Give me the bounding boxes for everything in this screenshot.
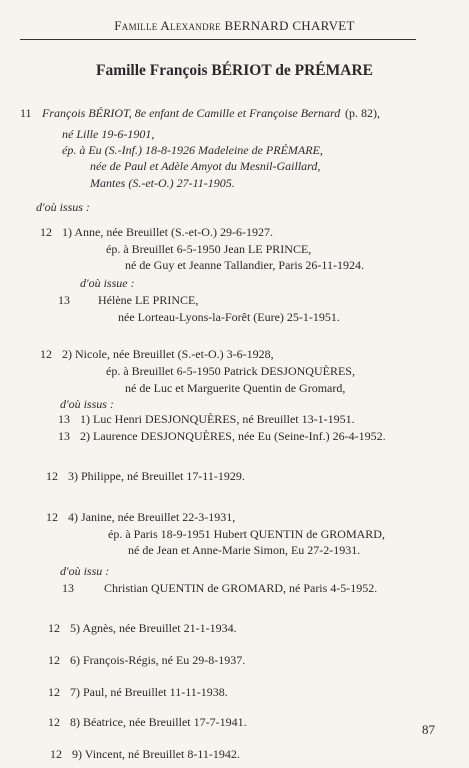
main-entry-generation: 11 xyxy=(20,106,32,120)
grandchild-line: Christian QUENTIN de GROMARD, né Paris 4-5-1952. xyxy=(104,581,378,595)
child-line: 2) Nicole, née Breuillet (S.-et-O.) 3-6-1928, xyxy=(62,347,274,361)
child-generation: 12 xyxy=(40,225,52,239)
header-rule xyxy=(20,39,416,40)
child-issue-label: d'où issu : xyxy=(60,564,110,578)
child-generation: 12 xyxy=(48,715,60,729)
child-line: 8) Béatrice, née Breuillet 17-7-1941. xyxy=(70,715,247,729)
child-marriage: ép. à Paris 18-9-1951 Hubert QUENTIN de GROMARD, xyxy=(108,527,385,541)
grandchild-line: 1) Luc Henri DESJONQUÈRES, né Breuillet 13-1-1951. xyxy=(80,412,355,426)
child-spouse-origin: né de Luc et Marguerite Quentin de Gromard, xyxy=(125,381,346,395)
child-spouse-origin: né de Jean et Anne-Marie Simon, Eu 27-2-1931. xyxy=(128,543,361,557)
child-spouse-origin: né de Guy et Jeanne Tallandier, Paris 26-11-1924. xyxy=(125,258,364,272)
header-prefix: Famille Alexandre xyxy=(114,18,221,33)
child-generation: 12 xyxy=(48,653,60,667)
child-generation: 12 xyxy=(48,685,60,699)
grandchild-line: Hélène LE PRINCE, xyxy=(98,293,199,307)
child-issue-label: d'où issue : xyxy=(80,276,135,290)
child-generation: 12 xyxy=(40,347,52,361)
grandchild-line2: née Lorteau-Lyons-la-Forêt (Eure) 25-1-1951. xyxy=(118,310,340,324)
child-line: 3) Philippe, né Breuillet 17-11-1929. xyxy=(68,469,245,483)
main-entry-marriage: ép. à Eu (S.-Inf.) 18-8-1926 Madeleine de PRÉMARE, xyxy=(62,143,323,157)
child-generation: 12 xyxy=(48,621,60,635)
page-number: 87 xyxy=(422,722,435,737)
grandchild-generation: 13 xyxy=(58,429,70,443)
main-entry-spouse-birth: Mantes (S.-et-O.) 27-11-1905. xyxy=(90,176,235,190)
page-title: Famille François BÉRIOT de PRÉMARE xyxy=(96,62,373,79)
grandchild-generation: 13 xyxy=(62,581,74,595)
child-line: 1) Anne, née Breuillet (S.-et-O.) 29-6-1927. xyxy=(62,225,273,239)
child-marriage: ép. à Breuillet 6-5-1950 Patrick DESJONQUÈRES, xyxy=(106,364,355,378)
child-line: 5) Agnès, née Breuillet 21-1-1934. xyxy=(70,621,237,635)
grandchild-generation: 13 xyxy=(58,293,70,307)
issue-label: d'où issus : xyxy=(36,200,90,214)
child-generation: 12 xyxy=(50,747,62,761)
main-entry-line1: François BÉRIOT, 8e enfant de Camille et Françoise Bernard xyxy=(42,106,341,120)
running-header xyxy=(0,18,469,34)
child-line: 6) François-Régis, né Eu 29-8-1937. xyxy=(70,653,246,667)
child-issue-label: d'où issus : xyxy=(60,397,114,411)
main-entry-spouse-origin: née de Paul et Adèle Amyot du Mesnil-Gaillard, xyxy=(90,159,321,173)
child-line: 4) Janine, née Breuillet 22-3-1931, xyxy=(68,510,236,524)
grandchild-generation: 13 xyxy=(58,412,70,426)
header-family: BERNARD CHARVET xyxy=(224,18,355,33)
child-line: 7) Paul, né Breuillet 11-11-1938. xyxy=(70,685,228,699)
child-generation: 12 xyxy=(46,469,58,483)
grandchild-line: 2) Laurence DESJONQUÈRES, née Eu (Seine-Inf.) 26-4-1952. xyxy=(80,429,386,443)
main-entry-birth: né Lille 19-6-1901, xyxy=(62,127,155,141)
child-line: 9) Vincent, né Breuillet 8-11-1942. xyxy=(72,747,240,761)
main-entry-ref: (p. 82), xyxy=(345,106,380,120)
child-marriage: ép. à Breuillet 6-5-1950 Jean LE PRINCE, xyxy=(106,242,312,256)
child-generation: 12 xyxy=(46,510,58,524)
